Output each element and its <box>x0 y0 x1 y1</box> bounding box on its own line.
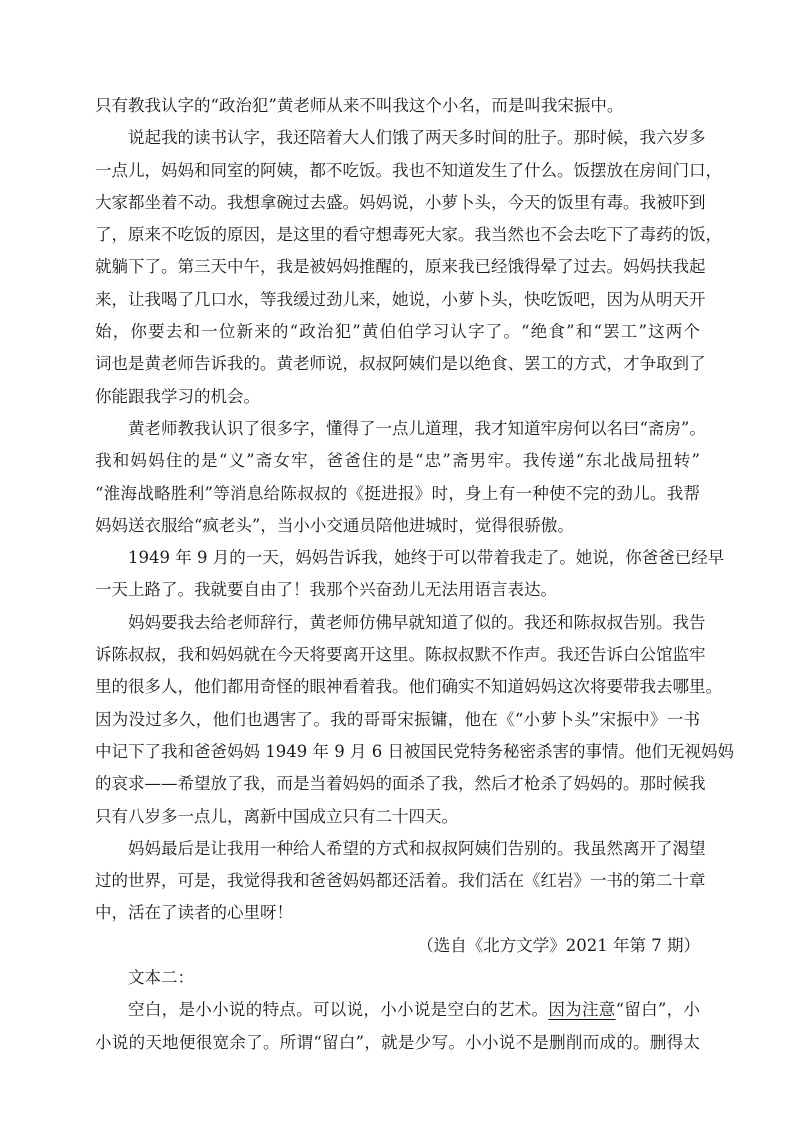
text-line: 始，你要去和一位新来的“政治犯”黄伯伯学习认字了。“绝食”和“罢工”这两个 <box>95 322 700 342</box>
text-line: 一天上路了。我就要自由了！我那个兴奋劲儿无法用语言表达。 <box>95 580 557 600</box>
text-line: 妈妈要我去给老师辞行，黄老师仿佛早就知道了似的。我还和陈叔叔告别。我告 <box>128 612 706 632</box>
text-line: 妈妈送衣服给“疯老头”，当小小交通员陪他进城时，觉得很骄傲。 <box>95 515 574 535</box>
text-line: 的哀求——希望放了我，而是当着妈妈的面杀了我，然后才枪杀了妈妈的。那时候我 <box>95 774 706 794</box>
document-page <box>95 90 734 1059</box>
text-line: 妈妈最后是让我用一种给人希望的方式和叔叔阿姨们告别的。我虽然离开了渴望 <box>128 838 706 858</box>
text-line: “淮海战略胜利”等消息给陈叔叔的《挺进报》时，身上有一种使不完的劲儿。我帮 <box>95 483 700 503</box>
text-line: 我和妈妈住的是“义”斋女牢，爸爸住的是“忠”斋男牢。我传递“东北战局扭转” <box>95 451 700 471</box>
text-line: 1949 年 9 月的一天，妈妈告诉我，她终于可以带着我走了。她说，你爸爸已经早 <box>128 548 725 568</box>
text-line: 中，活在了读者的心里呀！ <box>95 903 293 923</box>
text-line: 小说的天地便很宽余了。所谓“留白”，就是少写。小小说不是删削而成的。删得太 <box>95 1032 700 1052</box>
text-line: 你能跟我学习的机会。 <box>95 386 260 406</box>
text-line: 中记下了我和爸爸妈妈 1949 年 9 月 6 日被国民党特务秘密杀害的事情。他们无视妈妈 <box>95 741 734 761</box>
text-line: 大家都坐着不动。我想拿碗过去盛。妈妈说，小萝卜头，今天的饭里有毒。我被吓到 <box>95 192 706 212</box>
text-line: 就躺下了。第三天中午，我是被妈妈推醒的，原来我已经饿得晕了过去。妈妈扶我起 <box>95 257 706 277</box>
source-citation: （选自《北方文学》2021 年第 7 期） <box>417 935 700 955</box>
text-line: 里的很多人，他们都用奇怪的眼神看着我。他们确实不知道妈妈这次将要带我去哪里。 <box>95 677 722 697</box>
text-line: 词也是黄老师告诉我的。黄老师说，叔叔阿姨们是以绝食、罢工的方式，才争取到了 <box>95 354 706 374</box>
text-line: 只有教我认字的“政治犯”黄老师从来不叫我这个小名，而是叫我宋振中。 <box>95 96 624 115</box>
underlined-phrase: 因为注意 <box>548 1000 616 1020</box>
text-line: 过的世界，可是，我觉得我和爸爸妈妈都还活着。我们活在《红岩》一书的第二十章 <box>95 871 706 891</box>
section-heading: 文本二： <box>128 968 194 988</box>
text-line: 黄老师教我认识了很多字，懂得了一点儿道理，我才知道牢房何以名曰“斋房”。 <box>128 418 706 438</box>
text-line: 因为没过多久，他们也遇害了。我的哥哥宋振镛，他在《“小萝卜头”宋振中》一书 <box>95 709 700 729</box>
text-segment: 空白，是小小说的特点。可以说，小小说是空白的艺术。 <box>128 1000 549 1020</box>
text-line <box>95 994 700 1026</box>
text-line: 一点儿，妈妈和同室的阿姨，都不吃饭。我也不知道发生了什么。饭摆放在房间门口， <box>95 160 722 180</box>
text-line: 诉陈叔叔，我和妈妈就在今天将要离开这里。陈叔叔默不作声。我还告诉白公馆监牢 <box>95 645 706 665</box>
text-segment: “留白”，小 <box>615 1000 700 1020</box>
text-line: 说起我的读书认字，我还陪着大人们饿了两天多时间的肚子。那时候，我六岁多 <box>128 128 706 148</box>
text-line: 来，让我喝了几口水，等我缓过劲儿来，她说，小萝卜头，快吃饭吧，因为从明天开 <box>95 289 706 309</box>
text-line: 只有八岁多一点儿，离新中国成立只有二十四天。 <box>95 806 458 826</box>
text-line: 了，原来不吃饭的原因，是这里的看守想毒死大家。我当然也不会去吃下了毒药的饭， <box>95 225 722 245</box>
